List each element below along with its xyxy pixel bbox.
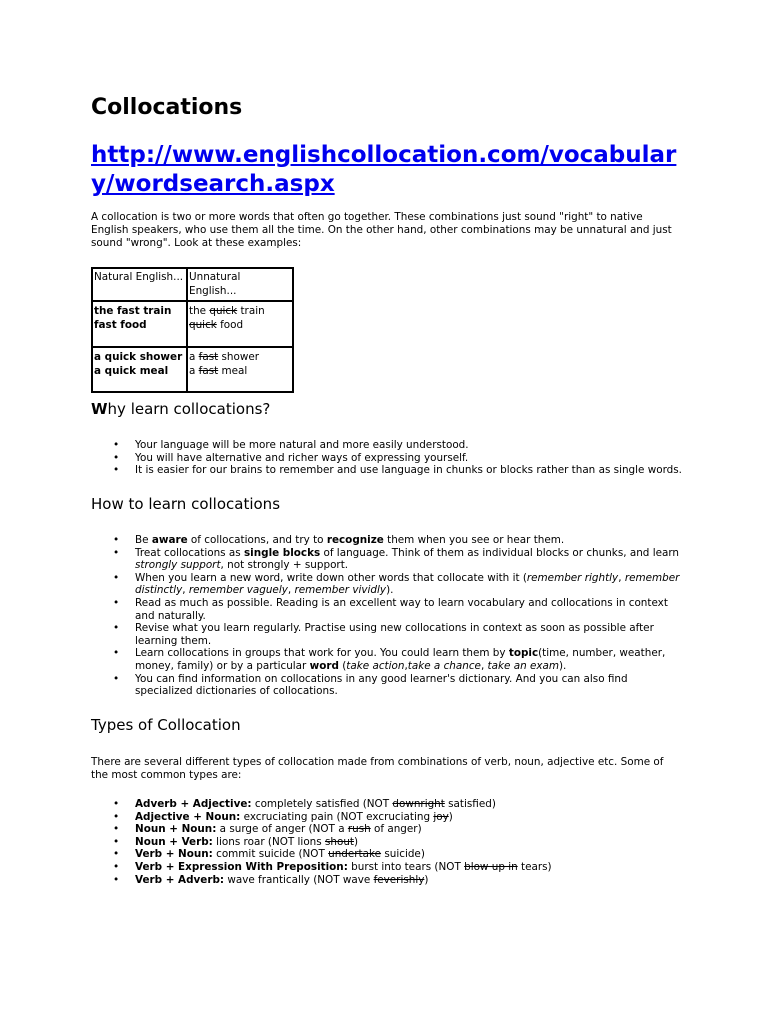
header-natural: Natural English...	[92, 268, 187, 301]
natural-example: a quick shower	[94, 351, 183, 363]
natural-example: fast food	[94, 319, 147, 331]
list-item: • Verb + Adverb: wave frantically (NOT wave feverishly)	[91, 874, 686, 887]
types-intro: There are several different types of collocation made from combinations of verb, noun, adjective etc. Some of the most common types are:	[91, 756, 664, 781]
table-row	[92, 301, 293, 347]
unnatural-example: a fast shower	[189, 351, 260, 363]
why-heading: Why learn collocations?	[91, 400, 271, 418]
list-item: • You will have alternative and richer ways of expressing yourself.	[91, 452, 686, 465]
types-heading: Types of Collocation	[91, 716, 241, 734]
header-unnatural: Unnatural English...	[187, 268, 293, 301]
table-row	[92, 347, 293, 392]
natural-example: a quick meal	[94, 365, 169, 377]
unnatural-example: quick food	[189, 319, 244, 331]
list-item: • Verb + Expression With Preposition: burst into tears (NOT blow up in tears)	[91, 861, 686, 874]
unnatural-example: the quick train	[189, 305, 265, 317]
how-list	[91, 534, 686, 698]
list-item: • Read as much as possible. Reading is an excellent way to learn vocabulary and collocations in context and naturally.	[91, 597, 686, 622]
how-heading: How to learn collocations	[91, 495, 281, 513]
unnatural-cell	[187, 301, 293, 347]
list-item: • Noun + Verb: lions roar (NOT lions shout)	[91, 836, 686, 849]
natural-example: the fast train	[94, 305, 172, 317]
list-item: • Verb + Noun: commit suicide (NOT undertake suicide)	[91, 848, 686, 861]
unnatural-cell	[187, 347, 293, 392]
table-header-row	[92, 268, 293, 301]
list-item: • When you learn a new word, write down other words that collocate with it (remember rightly, remember distinctly, remember vaguely, remember vividly).	[91, 572, 686, 597]
list-item: • Treat collocations as single blocks of language. Think of them as individual blocks or chunks, and learn strongly support, not strongly + support.	[91, 547, 686, 572]
list-item: • Learn collocations in groups that work for you. You could learn them by topic(time, number, weather, money, family) or by a particular word (take action,take a chance, take an exam).	[91, 647, 686, 672]
list-item: • Noun + Noun: a surge of anger (NOT a rush of anger)	[91, 823, 686, 836]
list-item: • Adverb + Adjective: completely satisfied (NOT downright satisfied)	[91, 798, 686, 811]
types-list	[91, 798, 686, 886]
intro-paragraph: A collocation is two or more words that often go together. These combinations just sound "right" to native English speakers, who use them all the time. On the other hand, other combinations may be unnatural and just sound "wrong". Look at these examples:	[91, 211, 672, 249]
unnatural-example: a fast meal	[189, 365, 248, 377]
list-item: • Your language will be more natural and more easily understood.	[91, 439, 686, 452]
natural-cell	[92, 301, 187, 347]
list-item: • Revise what you learn regularly. Practise using new collocations in context as soon as possible after learning them.	[91, 622, 686, 647]
page-title: Collocations	[91, 95, 243, 120]
examples-table	[91, 267, 294, 393]
list-item: • Adjective + Noun: excruciating pain (NOT excruciating joy)	[91, 811, 686, 824]
list-item: • It is easier for our brains to remember and use language in chunks or blocks rather than as single words.	[91, 464, 686, 477]
natural-cell	[92, 347, 187, 392]
why-list	[91, 439, 686, 477]
list-item: • You can find information on collocations in any good learner's dictionary. And you can also find specialized dictionaries of collocations.	[91, 673, 686, 698]
source-link[interactable]: http://www.englishcollocation.com/vocabulary/wordsearch.aspx	[91, 142, 677, 197]
list-item: • Be aware of collocations, and try to recognize them when you see or hear them.	[91, 534, 686, 547]
